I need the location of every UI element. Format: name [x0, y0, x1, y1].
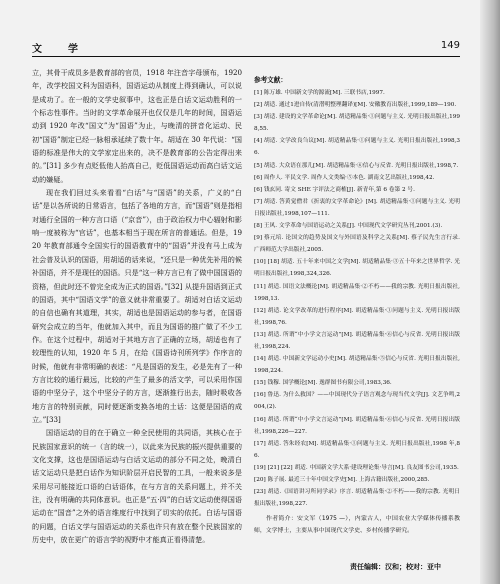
reference-item: [17] 胡适. 答朱经农[M]. 胡适精品集·①问题与主义. 光明日报出版社,1998 年,86. [254, 440, 460, 459]
reference-item: [4] 胡适. 文学改良刍议[M]. 胡适精品集·①问题与主义. 光明日报出版社,1998,36. [254, 138, 460, 157]
reference-item: [20] 陈子展. 最近三十年中国文学史[M]. 上海古籍出版社,2000,285. [254, 477, 430, 483]
running-head [32, 40, 460, 56]
reference-item: [1] 陈万雄. 中国新文学的源流[M]. 三联书店,1997. [254, 90, 385, 96]
reference-item: [19] [21] [22] 胡适. 中国新文学大系·建设理论集·导言[M]. 良友图书公司,1935. [254, 464, 459, 471]
reference-item: [13] 胡适. 所谓“中小学文言运动”[M]. 胡适精品集·⑥信心与反省. 光明日报出版社,1998,224. [254, 331, 460, 350]
reference-item: [5] 胡适. 大众语在那儿[M]. 胡适精品集·⑥信心与反省. 光明日报出版社,1998,7. [254, 162, 459, 169]
page-edge-shadow [480, 0, 500, 584]
body-paragraph: 国语运动的目的在于确立一种全民使用的共同语，其核心在于民族国家意识的统一（言的统一），以此来为民族的振兴提供重要的文化支撑，这也是国语运动与白话文运动的部分不同之处，晚清白话文运动只是把白话作为知识阶层开启民智的工具，一般来说多是采用尽可能接近口语的白话语体，在与方言的关系问题上，并不关注，没有明确的共同体意识。也正是“五·四”的白话文运动使得国语运动在“国音”之外的语言维度行中找到了切实的依托。白话与国语的问题，白话文学与国语运动的关系也许只有放在整个民族国家的历史中，放在更广的语言学的视野中才能真正看得清楚。 [32, 428, 242, 545]
reference-item: [14] 胡适. 中国新文学运动小史[M]. 胡适精品集·⑤信心与反省. 光明日报出版社,1998,224. [254, 356, 460, 375]
page-number: 149 [440, 40, 460, 51]
author-note: 作者简介：安文军（1975 —），内蒙古人，中国农业大学媒体传播系教师，文学博士，主要从事中国现代文学史、乡村传播学研究。 [254, 516, 460, 535]
reference-item: [6] 周作人. 平民文学. 周作人文类编·⑤本色. 湖南文艺出版社,1998,42. [254, 174, 435, 181]
reference-item: [12] 胡适. 论文学改革的进行程序[M]. 胡适精品集·①问题与主义. 光明日报出版社,1998,76. [254, 307, 460, 326]
left-column [32, 66, 242, 556]
reference-item: [6] 钱玄同. 寄文 SHE 字评法之商榷[J]. 新青年,第 6 卷第 2 号. [254, 186, 415, 193]
reference-item: [16] 鲁迅. 为什么救国？——中国现代分子语言观念与现当代文学[J]. 文艺争鸣,2004,(2). [254, 392, 460, 411]
reference-item: [11] 胡适. 国语文法概论[M]. 胡适精品集·②不朽——我的宗教. 光明日报出版社,1998,13. [254, 283, 460, 302]
reference-item: [9] 蔡元培. 论国文的趋势及国文与外国语及科学之关系[M]. 蔡子民先生言行录. 广西师范大学出版社,2005. [254, 235, 460, 254]
reference-item: [3] 胡适. 建设的文学革命论[M]. 胡适精品集·①问题与主义. 光明日报出版社,1998,55. [254, 114, 460, 133]
body-paragraph: 现在我们回过头来看看“白话”与“国语”的关系，广义的“白话”是以各所说的日常语言，包括了各地的方言，而“国语”则是指相对通行全国的一种方言口语（“京音”），由于政治权力中心辐射和影响一度被称为“官话”，也基本相当于现在所言的普通话。但是，1920 年教育部通令全国实行的国语教育中的“国语”并没有马上成为社会普及认识的国语，用胡适的话来说，“还只是一种优先补用的候补国语，并不是现任的国语。只是“这一种方言已有了做中国国语的资格，但此时还不曾完全成为正式的国语。”[32] 从提升国语到正式的国语，其中“国语文学”的意义就非常重要了。胡适对白话文运动的自信也确有其道理，其实，胡适也是国语运动的参与者，在国语研究会成立的当年，他就加入其中，而且为国语的推广做了不少工作。在这个过程中，胡适对于其地方言了正确的立场，胡适也有了较理性的认知，1920 年 5 月，在给《国语诗刊所列学》作序言的时候，他就有非常明确的表述：“凡是国语的发生，必是先有了一种方言比较的通行最远，比较的产生了最多的活文学，可以采用作国语的中坚分子，这个中坚分子的方言，逐渐推行出去，随时吸收各地方言的特别贡献，同时便逐渐变换各地的土话：这便是国语的成立。”[33] [32, 188, 242, 424]
references-heading: 参考文献： [254, 76, 287, 84]
section-title: 文 学 [32, 44, 86, 55]
body-paragraph-continuation: 立，其骨干成员多是教育部的官员，1918 年注音字母颁布，1920 年，改学校国文科为国语科，国语运动从制度上得到确认，可以说是成功了。在一般的文学史叙事中，这也正是白话文运动胜利的一个标志性事件。当时的文学革命展开也仅仅是几年的时间，国语运动到 1920 年改“国文”为“国语”为止，与晚清的拼音化运动、民初“国语”制定已经一脉相承延续了数十年。胡适在 30 年代说：“国语的标准是伟大的文学家定出来的，决不是教育部的公告定得出来的。”[31] 多少有点贬低他人抬高自己，贬低国语运动而高白话文运动的嫌疑。 [32, 68, 242, 184]
editor-credit: 责任编辑：汉和；校对：亚中 [350, 563, 441, 571]
reference-item: [8] 王风. 文学革命与国语运动之关系[J]. 中国现代文学研究丛刊,2001.(3). [254, 223, 443, 230]
header-rule [32, 56, 460, 57]
reference-item: [16] 胡适. 所谓“中小学文言运动”[M]. 胡适精品集·⑥信心与反省. 光明日报出版社,1998,226—227. [254, 416, 460, 435]
reference-item: [23] 胡适.《国语讲习所同学录》序言. 胡适精品集·②不朽——我的宗教. 光明日报出版社,1998,227. [254, 489, 460, 508]
right-column [254, 74, 460, 544]
reference-item: [15] 钱穆. 国学概论[M]. 逸群图书有限公司,1983,36. [254, 380, 392, 387]
reference-item: [2] 胡适. 通过1进自传(清潜明整理翻译)[M]. 安徽教育出版社,1999,189—190. [254, 102, 457, 109]
reference-list [254, 87, 460, 510]
reference-item: [7] 胡适. 答黄觉僧君《折衷的文学革命论》[M]. 胡适精品集·①问题与主义. 光明日报出版社,1998,107—111. [254, 198, 460, 217]
reference-item: [10] [18] 胡适. 五十年来中国之文学[M]. 胡适精品集·③五十年来之世界哲学. 光明日报出版社,1998,324,326. [254, 259, 460, 278]
